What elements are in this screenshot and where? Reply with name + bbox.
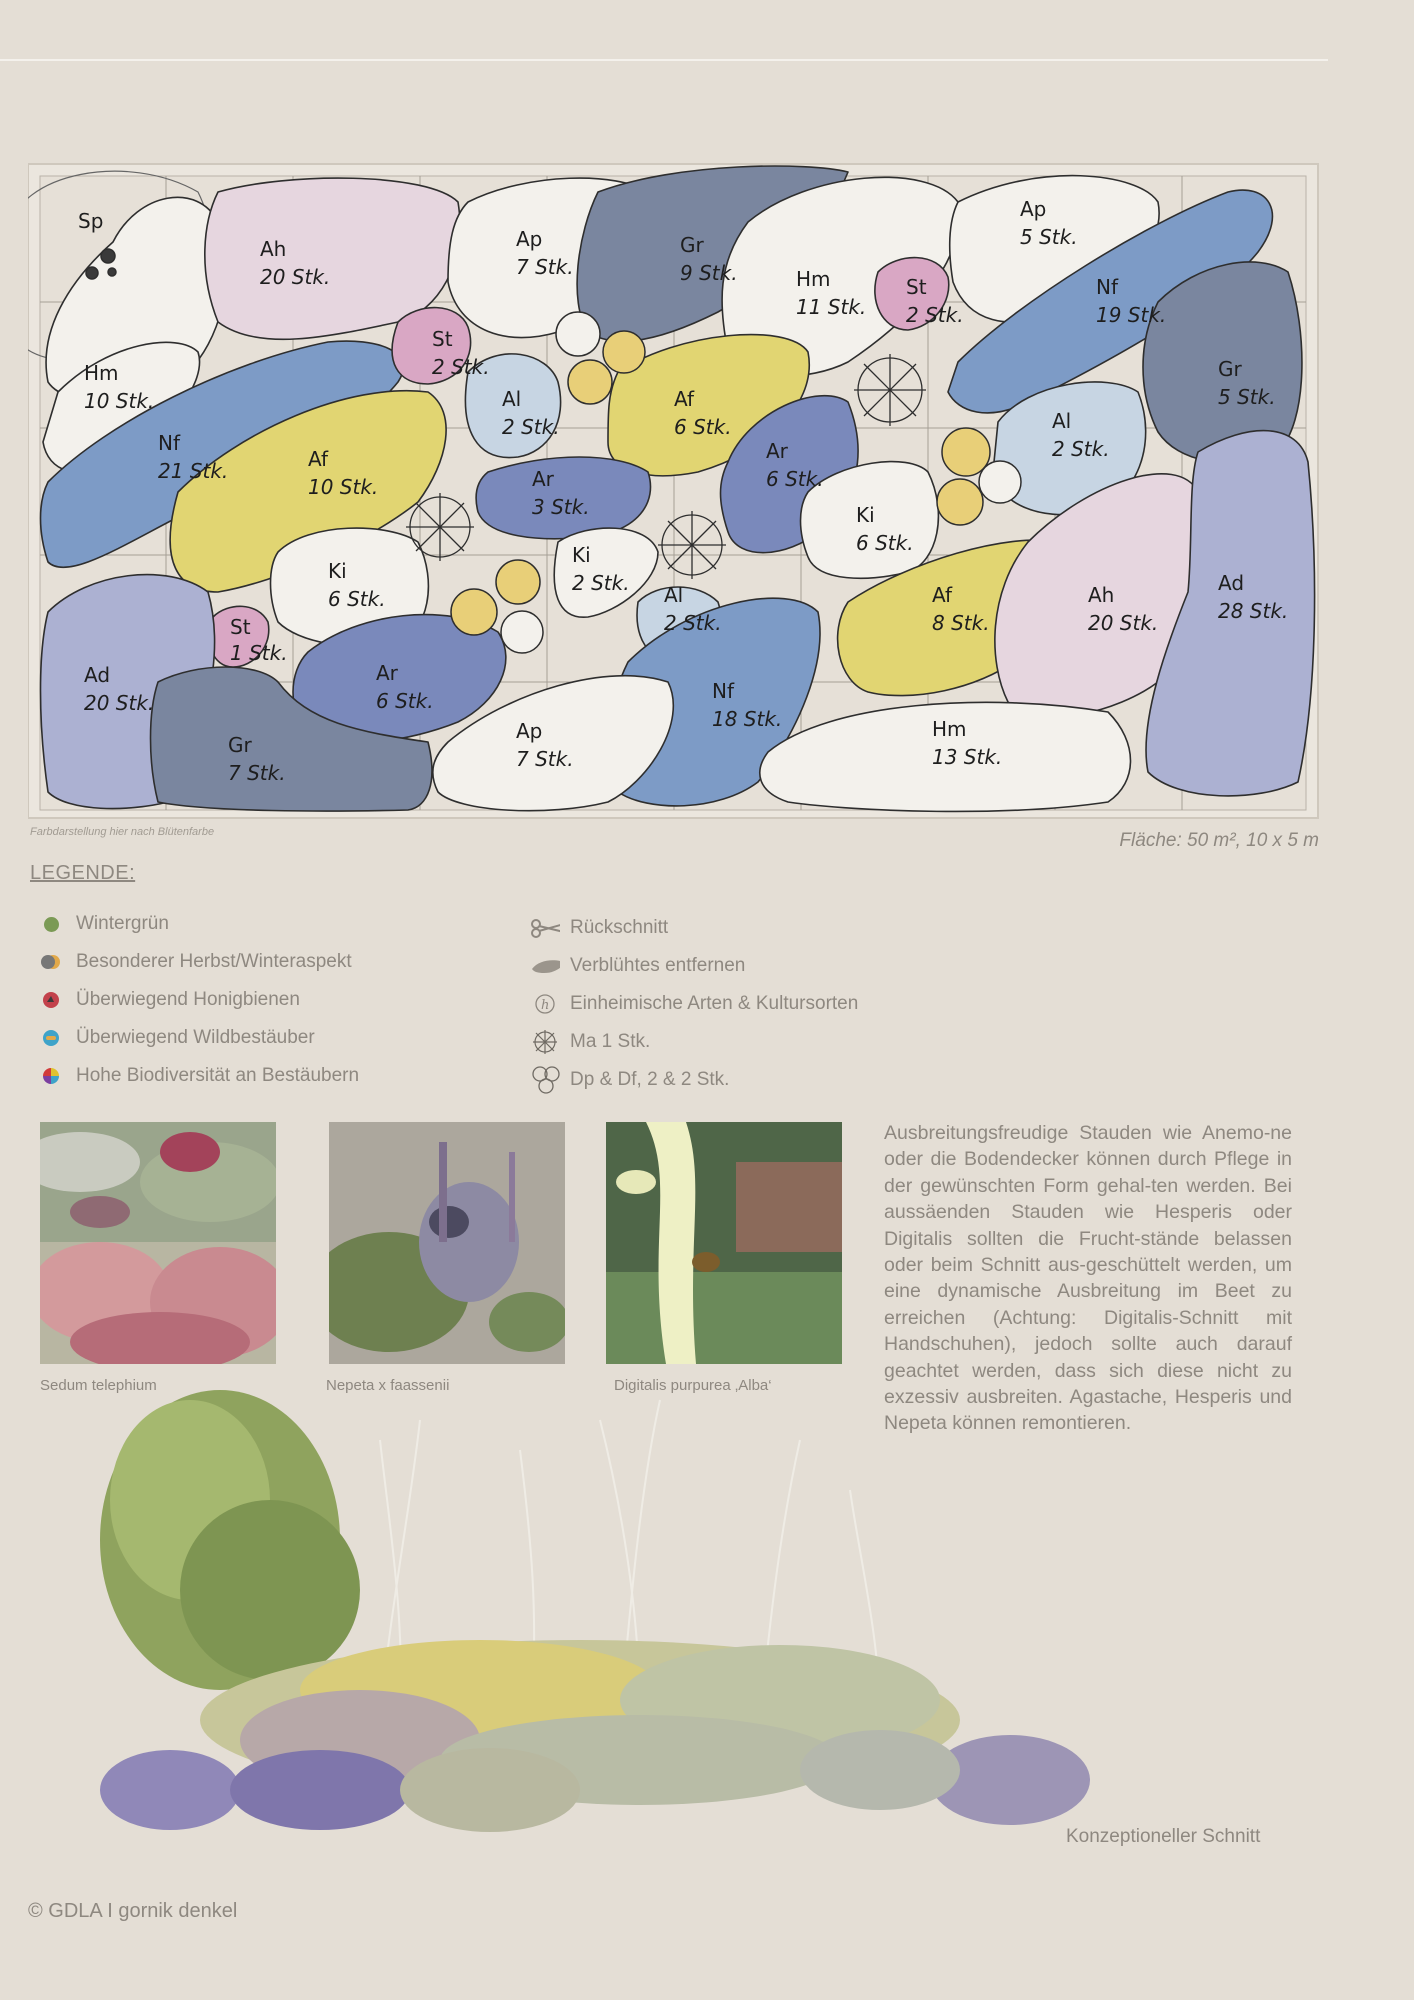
section-illustration <box>60 1360 1100 1850</box>
bed-21-count: 2 Stk. <box>664 611 722 635</box>
bed-15-count: 10 Stk. <box>308 475 379 499</box>
legend-item-honigbienen: Überwiegend Honigbienen <box>36 981 359 1019</box>
bed-4-count: 11 Stk. <box>796 295 867 319</box>
three-circles-icon <box>530 1065 560 1095</box>
bed-10-count: 2 Stk. <box>432 355 490 379</box>
plan-caption: Farbdarstellung hier nach Blütenfarbe <box>30 826 215 838</box>
bed-11-count: 2 Stk. <box>502 415 560 439</box>
section-caption: Konzeptioneller Schnitt <box>1066 1826 1261 1847</box>
bed-11-code: Al <box>502 387 522 411</box>
bed-12-count: 6 Stk. <box>674 415 732 439</box>
bed-26-count: 20 Stk. <box>84 691 155 715</box>
hand-icon <box>530 951 560 981</box>
bed-0-code: Sp <box>78 209 104 233</box>
bed-8-count: 5 Stk. <box>1218 385 1276 409</box>
bed-9-code: Hm <box>84 361 119 385</box>
bed-30-count: 7 Stk. <box>516 747 574 771</box>
bed-31-code: Hm <box>932 717 967 741</box>
grey-orange-dot-icon <box>36 947 66 977</box>
bed-18-count: 6 Stk. <box>856 531 914 555</box>
bed-31-count: 13 Stk. <box>932 745 1003 769</box>
bed-30-code: Ap <box>516 719 543 743</box>
bed-17-code: Ar <box>766 439 788 463</box>
bed-13-count: 2 Stk. <box>1052 437 1110 461</box>
bed-27-count: 6 Stk. <box>376 689 434 713</box>
bed-29-code: Gr <box>228 733 252 757</box>
bed-22-count: 8 Stk. <box>932 611 990 635</box>
legend-left <box>36 905 359 1095</box>
photo-caption-sedum: Sedum telephium <box>40 1377 157 1394</box>
native-h-icon <box>530 989 560 1019</box>
bed-7-code: Nf <box>1096 275 1119 299</box>
bed-19-count: 6 Stk. <box>328 587 386 611</box>
bed-2-code: Ap <box>516 227 543 251</box>
green-dot-icon <box>36 909 66 939</box>
legend-item-ma: Ma 1 Stk. <box>530 1023 858 1061</box>
bed-10-code: St <box>432 327 453 351</box>
bed-9-count: 10 Stk. <box>84 389 155 413</box>
biodiversity-icon <box>36 1061 66 1091</box>
bed-3-count: 9 Stk. <box>680 261 738 285</box>
legend-item-dp-df: Dp & Df, 2 & 2 Stk. <box>530 1061 858 1099</box>
bed-27-code: Ar <box>376 661 398 685</box>
bed-4-code: Hm <box>796 267 831 291</box>
legend-title: LEGENDE: <box>30 862 136 884</box>
bed-5-count: 2 Stk. <box>906 303 964 327</box>
photo-nepeta <box>329 1122 565 1364</box>
bed-6-count: 5 Stk. <box>1020 225 1078 249</box>
bed-14-count: 21 Stk. <box>158 459 229 483</box>
bed-16-code: Ar <box>532 467 554 491</box>
bed-28-count: 18 Stk. <box>712 707 783 731</box>
bed-20-count: 2 Stk. <box>572 571 630 595</box>
maintenance-text: Ausbreitungsfreudige Stauden wie Anemo-ne oder die Bodendecker können durch Pflege in der gewünschten Form gehal-ten werden. Bei aussäenden Stauden wie Hesperis oder Digitalis sollten die Frucht-stände belassen oder beim Schnitt aus-geschüttelt werden, um eine dynamische Ausbreitung im Beet zu erreichen (Achtung: Digitalis-Schnitt mit Handschuhen), jedoch sollte auch darauf geachtet werden, dass sich diese nicht zu exzessiv ausbreiten. Agastache, Hesperis und Nepeta können remontieren. <box>884 1122 1292 1435</box>
bed-15-code: Af <box>308 447 329 471</box>
bed-25-code: St <box>230 615 251 639</box>
photo-digitalis <box>606 1122 842 1364</box>
bed-23-code: Ah <box>1088 583 1115 607</box>
legend-right <box>530 909 858 1099</box>
photo-sedum <box>40 1122 276 1364</box>
bed-22-code: Af <box>932 583 953 607</box>
legend-item-herbst: Besonderer Herbst/Winteraspekt <box>36 943 359 981</box>
bed-23-count: 20 Stk. <box>1088 611 1159 635</box>
bed-21-code: Al <box>664 583 684 607</box>
photo-caption-digitalis: Digitalis purpurea ‚Alba‘ <box>614 1377 772 1394</box>
bed-19-code: Ki <box>328 559 347 583</box>
legend-item-einheimisch: h Einheimische Arten & Kultursorten <box>530 985 858 1023</box>
legend-item-biodiversitaet: Hohe Biodiversität an Bestäubern <box>36 1057 359 1095</box>
svg-text:h: h <box>541 998 550 1013</box>
honeybee-icon <box>36 985 66 1015</box>
bed-3-code: Gr <box>680 233 704 257</box>
bed-13-code: Al <box>1052 409 1072 433</box>
bed-12-code: Af <box>674 387 695 411</box>
bed-25-count: 1 Stk. <box>230 641 288 665</box>
bed-24-code: Ad <box>1218 571 1245 595</box>
bed-14-code: Nf <box>158 431 181 455</box>
bed-28-code: Nf <box>712 679 735 703</box>
bed-24-count: 28 Stk. <box>1218 599 1289 623</box>
bed-8-code: Gr <box>1218 357 1242 381</box>
bed-17-count: 6 Stk. <box>766 467 824 491</box>
top-rule <box>0 59 1328 61</box>
legend-item-wintergruen: Wintergrün <box>36 905 359 943</box>
bed-7-count: 19 Stk. <box>1096 303 1167 327</box>
bed-1-count: 20 Stk. <box>260 265 331 289</box>
legend-item-verbluehtes: Verblühtes entfernen <box>530 947 858 985</box>
scissors-icon <box>530 913 560 943</box>
planting-plan <box>28 162 1320 820</box>
grass-burst-icon <box>530 1027 560 1057</box>
bed-6-code: Ap <box>1020 197 1047 221</box>
legend-item-rueckschnitt: Rückschnitt <box>530 909 858 947</box>
photo-caption-nepeta: Nepeta x faassenii <box>326 1377 450 1394</box>
plan-area: Fläche: 50 m², 10 x 5 m <box>1119 830 1319 851</box>
bed-29-count: 7 Stk. <box>228 761 286 785</box>
bed-16-count: 3 Stk. <box>532 495 590 519</box>
footer-credit: © GDLA I gornik denkel <box>28 1900 238 1922</box>
bed-1-code: Ah <box>260 237 287 261</box>
bed-2-count: 7 Stk. <box>516 255 574 279</box>
bed-26-code: Ad <box>84 663 111 687</box>
wild-pollinator-icon <box>36 1023 66 1053</box>
bed-18-code: Ki <box>856 503 875 527</box>
legend-item-wildbestaeuber: Überwiegend Wildbestäuber <box>36 1019 359 1057</box>
bed-5-code: St <box>906 275 927 299</box>
bed-20-code: Ki <box>572 543 591 567</box>
